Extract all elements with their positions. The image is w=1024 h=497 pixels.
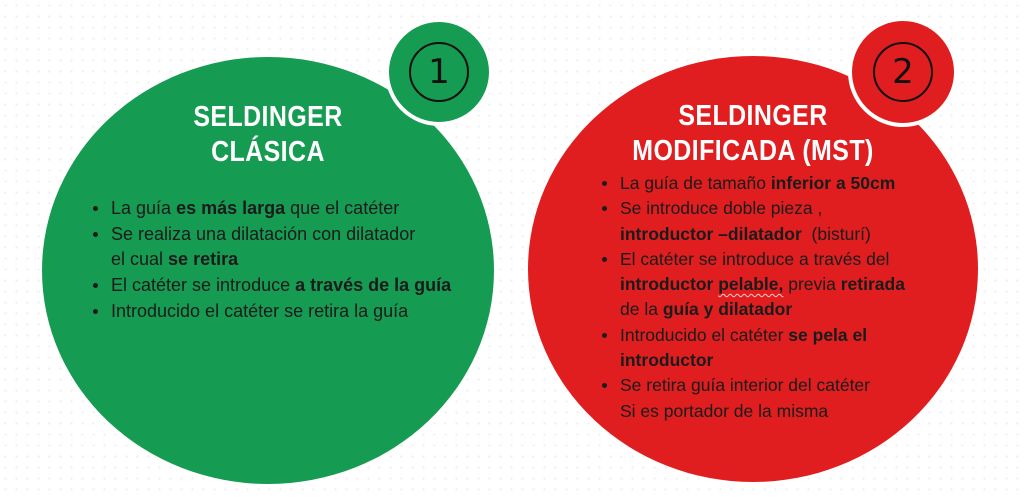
bullet-line: introductor bbox=[620, 350, 714, 371]
bullet-line: Introducido el catéter se pela el bbox=[620, 324, 868, 345]
bullet-line: de la guía y dilatador bbox=[620, 299, 793, 320]
bullet-line: La guía es más larga que el catéter bbox=[111, 198, 400, 218]
bullet-text bbox=[620, 196, 905, 247]
bullet-line: Se realiza una dilatación con dilatador bbox=[111, 223, 416, 244]
bullet-text bbox=[111, 299, 451, 325]
bullet-text bbox=[620, 247, 905, 323]
bullet-dot-icon bbox=[93, 283, 98, 288]
bullet-dot-icon bbox=[602, 333, 607, 338]
bullet-line: El catéter se introduce a través del bbox=[620, 248, 890, 269]
bullet-text bbox=[620, 373, 905, 424]
badge-2 bbox=[848, 17, 958, 127]
bullet-text bbox=[111, 222, 451, 273]
bullet-line: Se introduce doble pieza , bbox=[620, 198, 823, 219]
bullet-item bbox=[93, 222, 451, 273]
bullet-item bbox=[93, 196, 451, 222]
badge-number-ring bbox=[873, 42, 933, 102]
bullet-text bbox=[620, 323, 905, 374]
bullet-dot-icon bbox=[602, 181, 607, 186]
bullet-dot-icon bbox=[602, 206, 607, 211]
bullet-item bbox=[602, 196, 905, 247]
bullet-item bbox=[602, 171, 905, 196]
badge-number: 1 bbox=[428, 52, 450, 92]
bullet-line: La guía de tamaño inferior a 50cm bbox=[620, 173, 896, 193]
bullet-dot-icon bbox=[93, 232, 98, 237]
bullet-dot-icon bbox=[93, 309, 98, 314]
bullet-item bbox=[93, 299, 451, 325]
bullet-text bbox=[111, 196, 451, 222]
bullet-dot-icon bbox=[93, 206, 98, 211]
bullet-line: Introducido el catéter se retira la guía bbox=[111, 300, 409, 321]
panel-title-line: CLÁSICA bbox=[211, 136, 325, 168]
bullet-line: Se retira guía interior del catéter bbox=[620, 375, 870, 396]
bullet-item bbox=[602, 247, 905, 323]
panel-title-line: SELDINGER bbox=[193, 101, 343, 133]
bullet-line: el cual se retira bbox=[111, 249, 239, 270]
badge-1 bbox=[385, 18, 493, 126]
bullet-list bbox=[602, 171, 905, 424]
bullet-item bbox=[93, 273, 451, 299]
panel-title-line: MODIFICADA (MST) bbox=[632, 135, 874, 167]
bullet-list bbox=[93, 196, 451, 325]
bullet-line: Si es portador de la misma bbox=[620, 400, 829, 421]
bullet-dot-icon bbox=[602, 383, 607, 388]
bullet-dot-icon bbox=[602, 257, 607, 262]
bullet-item bbox=[602, 373, 905, 424]
bullet-text bbox=[111, 273, 451, 299]
bullet-line: introductor pelable, previa retirada bbox=[620, 274, 905, 295]
badge-number-ring bbox=[409, 42, 469, 102]
bullet-item bbox=[602, 323, 905, 374]
bullet-text bbox=[620, 171, 905, 196]
panel-title-line: SELDINGER bbox=[678, 100, 828, 132]
badge-number: 2 bbox=[892, 52, 914, 92]
bullet-line: El catéter se introduce a través de la guía bbox=[111, 275, 452, 296]
bullet-line: introductor –dilatador (bisturí) bbox=[620, 223, 871, 244]
